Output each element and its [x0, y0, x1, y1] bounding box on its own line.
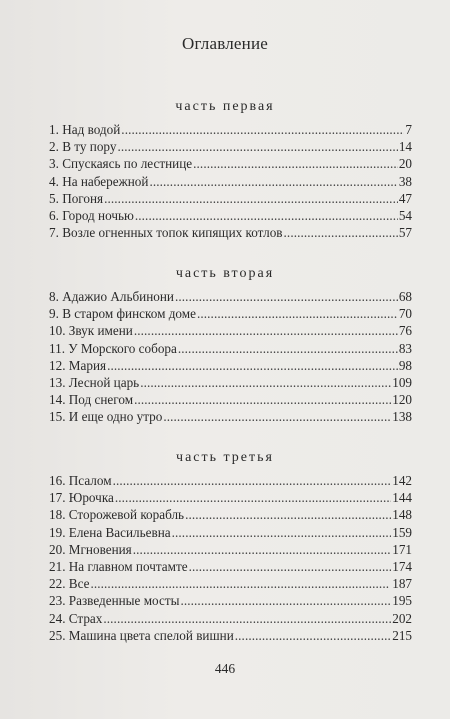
toc-entry-page-number: 7	[405, 122, 412, 137]
dot-leader	[90, 575, 391, 592]
dot-leader	[133, 541, 391, 558]
dot-leader	[121, 121, 404, 138]
toc-entry-page-number: 159	[392, 524, 412, 540]
toc-entry-page-number: 187	[392, 576, 412, 592]
toc-entry	[49, 558, 412, 575]
toc-entry-title: 8. Адажио Альбинони	[49, 289, 174, 304]
toc-entry-page-number: 38	[398, 173, 412, 189]
dot-leader	[197, 305, 398, 322]
toc-entry-title: 22. Все	[49, 576, 90, 592]
toc-entry-page-number: 20	[398, 156, 412, 172]
toc-list-part-2	[49, 288, 412, 426]
toc-entry	[49, 506, 412, 523]
part-heading-2: часть вторая	[175, 266, 275, 281]
dot-leader	[235, 627, 391, 644]
dot-leader	[107, 357, 398, 374]
toc-entry-title: 2. В ту пору	[49, 139, 117, 155]
page-title: Оглавление	[182, 34, 268, 53]
toc-entry-title: 13. Лесной царь	[49, 374, 140, 390]
dot-leader	[115, 489, 391, 506]
toc-entry-title: 3. Спускаясь по лестнице	[49, 156, 193, 172]
toc-entry	[49, 627, 412, 644]
toc-entry-title: 11. У Морского собора	[49, 340, 177, 356]
toc-entry	[49, 357, 412, 374]
toc-entry	[49, 374, 412, 391]
part-heading-1: часть первая	[175, 99, 275, 114]
toc-entry-title: 1. Над водой	[49, 122, 121, 137]
toc-entry-title: 20. Мгновения	[49, 541, 132, 557]
toc-entry-page-number: 174	[392, 558, 412, 574]
toc-entry-page-number: 14	[398, 139, 412, 155]
dot-leader	[149, 173, 397, 190]
toc-entry	[49, 340, 412, 357]
dot-leader	[134, 391, 391, 408]
toc-entry	[49, 173, 412, 190]
toc-entry-title: 17. Юрочка	[49, 490, 114, 506]
dot-leader	[284, 224, 398, 241]
toc-entry	[49, 207, 412, 224]
dot-leader	[104, 190, 398, 207]
toc-entry-title: 25. Машина цвета спелой вишни	[49, 627, 234, 643]
dot-leader	[193, 155, 398, 172]
toc-entry-page-number: 171	[392, 541, 412, 557]
toc-entry-page-number: 215	[392, 627, 412, 643]
page-number: 446	[214, 661, 236, 676]
toc-entry-page-number: 109	[392, 374, 412, 390]
dot-leader	[172, 524, 392, 541]
toc-entry	[49, 408, 412, 425]
toc-list-part-1	[49, 121, 412, 241]
dot-leader	[103, 610, 391, 627]
toc-entry-title: 4. На набережной	[49, 173, 149, 189]
toc-entry	[49, 524, 412, 541]
toc-entry-page-number: 98	[398, 357, 412, 373]
toc-entry-title: 14. Под снегом	[49, 392, 134, 408]
part-heading-3: часть третья	[176, 450, 274, 465]
toc-entry	[49, 610, 412, 627]
toc-entry	[49, 138, 412, 155]
toc-entry	[49, 305, 412, 322]
dot-leader	[113, 472, 392, 489]
toc-entry-title: 19. Елена Васильевна	[49, 524, 171, 540]
dot-leader	[185, 506, 391, 523]
toc-list-part-3	[49, 472, 412, 644]
toc-entry-title: 21. На главном почтамте	[49, 558, 188, 574]
dot-leader	[134, 322, 398, 339]
dot-leader	[189, 558, 392, 575]
toc-entry-page-number: 68	[398, 289, 412, 304]
toc-entry-title: 5. Погоня	[49, 190, 104, 206]
toc-entry-page-number: 47	[398, 190, 412, 206]
toc-entry-page-number: 70	[398, 306, 412, 322]
dot-leader	[163, 408, 391, 425]
toc-entry-title: 18. Сторожевой корабль	[49, 507, 185, 523]
toc-entry	[49, 391, 412, 408]
toc-entry	[49, 541, 412, 558]
toc-entry-title: 16. Псалом	[49, 473, 112, 488]
dot-leader	[140, 374, 391, 391]
toc-entry-page-number: 148	[392, 507, 412, 523]
toc-entry-page-number: 142	[392, 473, 412, 488]
toc-entry	[49, 288, 412, 305]
toc-entry-page-number: 195	[392, 593, 412, 609]
toc-entry	[49, 472, 412, 489]
toc-entry-page-number: 83	[398, 340, 412, 356]
toc-entry-page-number: 120	[392, 392, 412, 408]
toc-entry-page-number: 138	[392, 409, 412, 425]
toc-entry-title: 6. Город ночью	[49, 207, 134, 223]
toc-entry	[49, 592, 412, 609]
dot-leader	[175, 288, 398, 305]
toc-entry	[49, 155, 412, 172]
toc-entry-page-number: 57	[398, 225, 412, 241]
toc-entry-page-number: 202	[392, 610, 412, 626]
toc-entry	[49, 575, 412, 592]
toc-entry	[49, 489, 412, 506]
toc-entry-title: 15. И еще одно утро	[49, 409, 163, 425]
toc-entry-page-number: 76	[398, 323, 412, 339]
toc-entry-page-number: 144	[392, 490, 412, 506]
toc-entry-title: 10. Звук имени	[49, 323, 133, 339]
toc-entry	[49, 322, 412, 339]
dot-leader	[135, 207, 398, 224]
toc-entry	[49, 121, 412, 138]
dot-leader	[178, 340, 398, 357]
dot-leader	[117, 138, 397, 155]
toc-entry-title: 9. В старом финском доме	[49, 306, 196, 322]
toc-entry-page-number: 54	[398, 207, 412, 223]
toc-entry	[49, 190, 412, 207]
toc-entry-title: 23. Разведенные мосты	[49, 593, 180, 609]
toc-entry-title: 24. Страх	[49, 610, 103, 626]
dot-leader	[180, 592, 391, 609]
toc-entry	[49, 224, 412, 241]
toc-entry-title: 7. Возле огненных топок кипящих котлов	[49, 225, 283, 241]
toc-entry-title: 12. Мария	[49, 357, 107, 373]
